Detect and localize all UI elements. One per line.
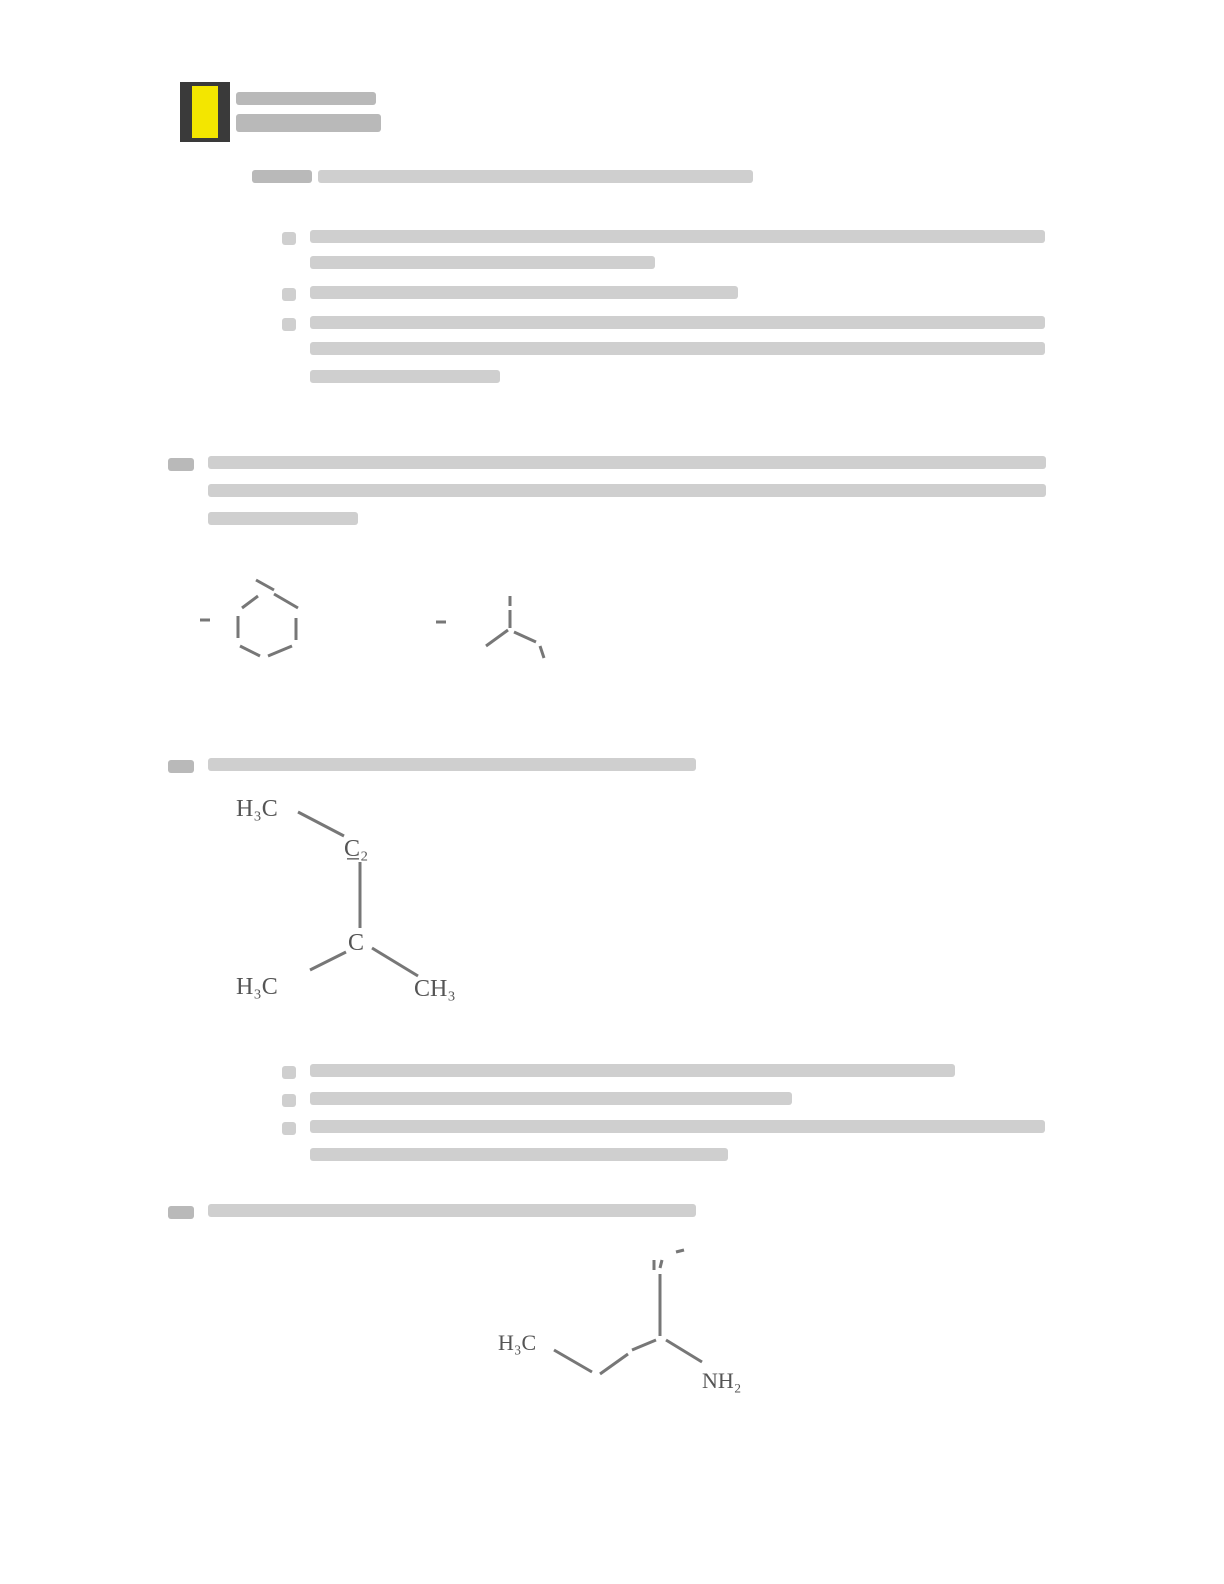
item-text-continuation [310,370,500,383]
q14-number [168,1206,194,1219]
q13-item-marker [282,1066,296,1079]
institution-line-2 [236,114,381,132]
q13-item-text-continuation [310,1148,728,1161]
logo-text [236,86,386,138]
q12-number [168,458,194,471]
institution-line-1 [236,92,376,105]
atom-label-left: H₃C [498,1330,537,1355]
q14-structure [496,1240,776,1400]
item-text-continuation [310,256,655,269]
atom-label-top-center: C̲₂ [344,836,369,862]
item-text [310,316,1045,329]
q12-text-continuation [208,512,358,525]
atom-label-bottom-left: H₃C [236,974,278,1000]
q12-text [208,456,1046,469]
q13-structure [232,790,482,1010]
q14-text [208,1204,696,1217]
atom-label-right: NH₂ [702,1368,742,1393]
q13-item-text [310,1064,955,1077]
item-marker [282,318,296,331]
atom-label-bottom-right: CH₃ [414,976,456,1002]
q12-structure-a [196,570,316,670]
q13-text [208,758,696,771]
item-text [310,230,1045,243]
intro-label [252,170,312,183]
item-text-continuation [310,342,1045,355]
q13-item-text [310,1092,792,1105]
university-logo [180,82,385,144]
item-marker [282,288,296,301]
item-text [310,286,738,299]
q13-item-marker [282,1122,296,1135]
q12-text-continuation [208,484,1046,497]
q13-item-marker [282,1094,296,1107]
q13-item-text [310,1120,1045,1133]
atom-label-center: C [348,930,365,956]
logo-mark [180,82,230,142]
q13-number [168,760,194,773]
atom-label-top-left: H₃C [236,796,278,822]
item-marker [282,232,296,245]
q12-structure-b [432,588,562,668]
intro-text [318,170,753,183]
